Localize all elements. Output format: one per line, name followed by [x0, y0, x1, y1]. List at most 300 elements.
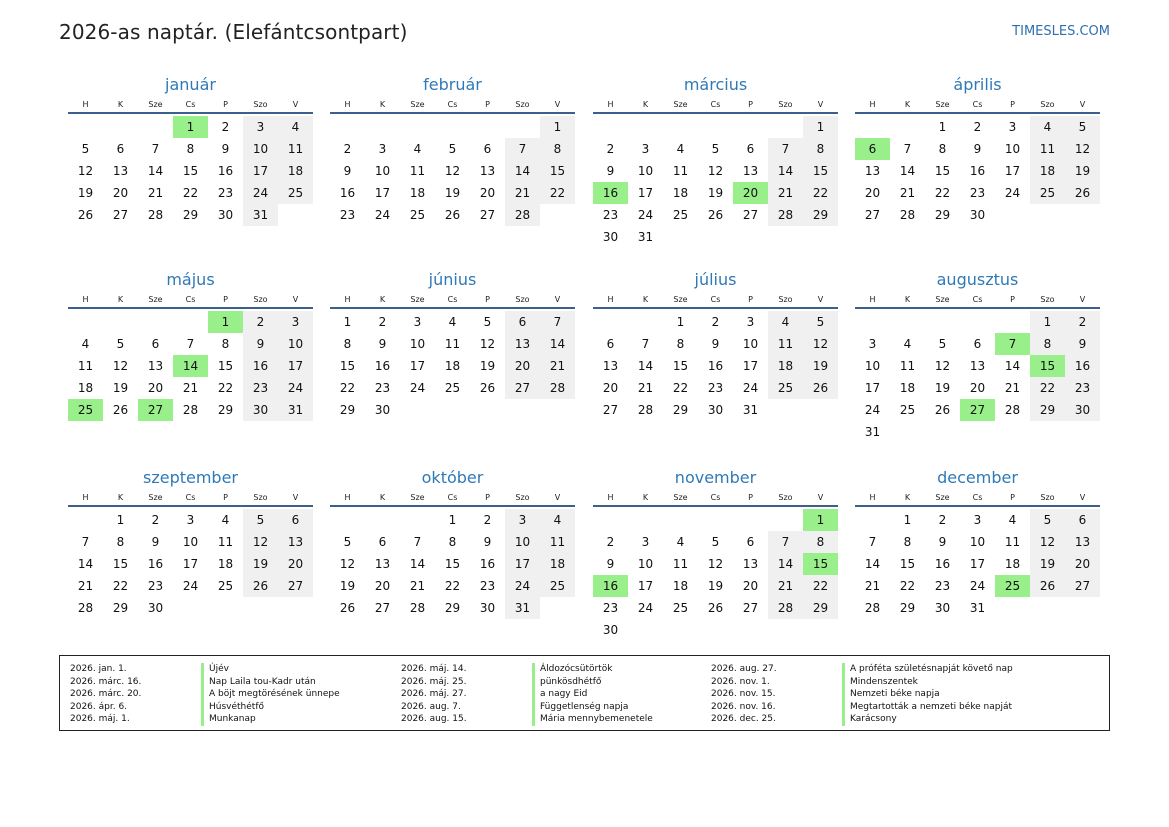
- empty-cell: [173, 311, 208, 333]
- day-cell: 26: [707, 601, 724, 615]
- day-cell: 17: [278, 355, 313, 377]
- weekday-header: [855, 493, 1100, 507]
- weekday-label: H: [82, 493, 89, 502]
- day-cell: 6: [378, 535, 387, 549]
- weekday-label: Sze: [148, 295, 163, 304]
- day-cell: 7: [413, 535, 422, 549]
- day-cell: 19: [1065, 160, 1100, 182]
- weekday-label: K: [379, 100, 386, 109]
- day-cell: 2: [151, 513, 160, 527]
- holiday-date: 2026. aug. 15.: [401, 714, 467, 724]
- day-cell: 31: [742, 403, 759, 417]
- day-cell: 4: [676, 142, 685, 156]
- day-cell: 8: [540, 138, 575, 160]
- month-name: március: [683, 75, 748, 94]
- empty-cell: [400, 509, 435, 531]
- day-cell: 10: [742, 337, 759, 351]
- day-cell: 6: [278, 509, 313, 531]
- day-cell: 18: [278, 160, 313, 182]
- day-cell: 12: [803, 333, 838, 355]
- month-3: [855, 75, 1100, 226]
- day-cell: 22: [672, 381, 689, 395]
- day-cell: 3: [186, 513, 195, 527]
- day-cell: 18: [672, 579, 689, 593]
- empty-cell: [768, 116, 803, 138]
- holiday-date: 2026. aug. 7.: [401, 701, 461, 712]
- day-grid: [593, 311, 838, 421]
- month-11: [855, 468, 1100, 619]
- day-cell: 24: [1004, 186, 1021, 200]
- holiday-date: 2026. máj. 25.: [401, 676, 467, 687]
- day-cell: 12: [243, 531, 278, 553]
- day-cell: 12: [707, 557, 724, 571]
- weekday-label: K: [904, 100, 911, 109]
- day-cell: 4: [448, 315, 457, 329]
- day-cell: 25: [672, 601, 689, 615]
- day-cell: 17: [505, 553, 540, 575]
- day-cell: 2: [378, 315, 387, 329]
- day-cell: 2: [243, 311, 278, 333]
- weekday-label: Szo: [778, 295, 793, 304]
- day-cell: 9: [606, 164, 615, 178]
- weekday-header: [68, 493, 313, 507]
- day-cell: 19: [243, 553, 278, 575]
- day-cell: 30: [602, 623, 619, 637]
- day-grid: [855, 509, 1100, 619]
- day-cell: 2: [343, 142, 352, 156]
- day-cell: 22: [182, 186, 199, 200]
- legend-row: [401, 713, 653, 726]
- day-cell: 5: [448, 142, 457, 156]
- day-cell: 20: [147, 381, 164, 395]
- day-cell: 23: [602, 208, 619, 222]
- day-cell: 30: [217, 208, 234, 222]
- day-cell: 9: [378, 337, 387, 351]
- day-cell: 7: [505, 138, 540, 160]
- weekday-label: H: [607, 493, 614, 502]
- weekday-label: Sze: [935, 295, 950, 304]
- day-cell: 17: [243, 160, 278, 182]
- day-cell: 14: [409, 557, 426, 571]
- day-cell: 4: [768, 311, 803, 333]
- day-cell: 18: [77, 381, 94, 395]
- weekday-label: K: [904, 493, 911, 502]
- day-cell: 10: [864, 359, 881, 373]
- day-cell: 2: [938, 513, 947, 527]
- day-cell: 9: [343, 164, 352, 178]
- day-cell: 26: [479, 381, 496, 395]
- day-cell: 4: [903, 337, 912, 351]
- holiday-name: A próféta születésnapját követő nap: [842, 663, 1013, 676]
- day-cell: 15: [444, 557, 461, 571]
- day-cell: 10: [409, 337, 426, 351]
- day-cell: 8: [903, 535, 912, 549]
- holiday-day-cell: 14: [173, 355, 208, 377]
- day-cell: 1: [448, 513, 457, 527]
- legend-row: [711, 701, 1013, 714]
- day-cell: 9: [151, 535, 160, 549]
- day-cell: 22: [934, 186, 951, 200]
- weekday-label: H: [869, 295, 876, 304]
- day-cell: 31: [864, 425, 881, 439]
- day-cell: 11: [444, 337, 461, 351]
- month-name: november: [674, 468, 757, 487]
- day-cell: 28: [77, 601, 94, 615]
- weekday-label: Sze: [935, 493, 950, 502]
- legend-row: [70, 688, 340, 701]
- day-cell: 18: [409, 186, 426, 200]
- day-cell: 1: [540, 116, 575, 138]
- weekday-label: H: [344, 493, 351, 502]
- month-name: január: [165, 75, 216, 94]
- day-cell: 6: [505, 311, 540, 333]
- weekday-label: Szo: [515, 493, 530, 502]
- day-cell: 19: [112, 381, 129, 395]
- day-cell: 23: [1065, 377, 1100, 399]
- day-cell: 20: [374, 579, 391, 593]
- day-cell: 17: [969, 557, 986, 571]
- day-cell: 19: [803, 355, 838, 377]
- day-cell: 22: [1030, 377, 1065, 399]
- weekday-label: Szo: [253, 493, 268, 502]
- day-cell: 7: [768, 138, 803, 160]
- day-cell: 8: [186, 142, 195, 156]
- empty-cell: [628, 116, 663, 138]
- month-5: [330, 270, 575, 421]
- empty-cell: [890, 116, 925, 138]
- day-cell: 22: [217, 381, 234, 395]
- day-cell: 21: [1004, 381, 1021, 395]
- day-cell: 28: [409, 601, 426, 615]
- day-cell: 8: [116, 535, 125, 549]
- weekday-label: H: [82, 295, 89, 304]
- day-cell: 14: [864, 557, 881, 571]
- day-cell: 31: [969, 601, 986, 615]
- day-cell: 25: [409, 208, 426, 222]
- holiday-name: Karácsony: [842, 713, 897, 726]
- day-cell: 25: [672, 208, 689, 222]
- day-cell: 26: [1030, 575, 1065, 597]
- day-cell: 15: [540, 160, 575, 182]
- legend-row: [70, 676, 340, 689]
- day-cell: 14: [768, 160, 803, 182]
- month-name: augusztus: [936, 270, 1019, 289]
- day-cell: 27: [112, 208, 129, 222]
- day-cell: 11: [899, 359, 916, 373]
- day-cell: 17: [742, 359, 759, 373]
- day-cell: 6: [1065, 509, 1100, 531]
- weekday-label: Sze: [673, 493, 688, 502]
- empty-cell: [995, 311, 1030, 333]
- weekday-label: P: [223, 295, 228, 304]
- holiday-name: Nemzeti béke napja: [842, 688, 940, 701]
- weekday-label: Sze: [410, 100, 425, 109]
- weekday-label: V: [1079, 295, 1086, 304]
- day-cell: 11: [77, 359, 94, 373]
- weekday-label: P: [223, 100, 228, 109]
- day-cell: 26: [243, 575, 278, 597]
- day-cell: 9: [938, 535, 947, 549]
- day-cell: 16: [217, 164, 234, 178]
- day-cell: 11: [1004, 535, 1021, 549]
- holiday-date: 2026. máj. 27.: [401, 689, 467, 699]
- day-cell: 13: [147, 359, 164, 373]
- weekday-label: K: [904, 295, 911, 304]
- weekday-label: Sze: [148, 493, 163, 502]
- holiday-date: 2026. márc. 16.: [70, 676, 142, 687]
- day-cell: 24: [409, 381, 426, 395]
- weekday-label: V: [292, 100, 299, 109]
- holiday-day-cell: 16: [593, 575, 628, 597]
- day-cell: 1: [116, 513, 125, 527]
- weekday-label: V: [292, 295, 299, 304]
- holiday-date: 2026. máj. 14.: [401, 664, 467, 674]
- month-name: június: [428, 270, 477, 289]
- weekday-label: P: [1010, 493, 1015, 502]
- weekday-label: P: [748, 295, 753, 304]
- day-cell: 11: [672, 164, 689, 178]
- day-cell: 30: [934, 601, 951, 615]
- holiday-name: a nagy Eid: [532, 688, 587, 701]
- weekday-label: H: [344, 100, 351, 109]
- empty-cell: [698, 509, 733, 531]
- weekday-label: H: [344, 295, 351, 304]
- day-cell: 21: [540, 355, 575, 377]
- day-cell: 15: [217, 359, 234, 373]
- day-cell: 2: [1065, 311, 1100, 333]
- weekday-label: P: [485, 493, 490, 502]
- day-cell: 22: [899, 579, 916, 593]
- weekday-label: V: [554, 295, 561, 304]
- day-cell: 28: [540, 377, 575, 399]
- weekday-label: Szo: [778, 493, 793, 502]
- weekday-label: Sze: [673, 100, 688, 109]
- day-cell: 30: [374, 403, 391, 417]
- day-cell: 30: [1065, 399, 1100, 421]
- day-cell: 25: [444, 381, 461, 395]
- day-cell: 24: [243, 182, 278, 204]
- day-cell: 20: [602, 381, 619, 395]
- day-cell: 8: [676, 337, 685, 351]
- day-cell: 16: [339, 186, 356, 200]
- day-cell: 18: [444, 359, 461, 373]
- day-cell: 3: [413, 315, 422, 329]
- day-cell: 16: [479, 557, 496, 571]
- holiday-day-cell: 16: [593, 182, 628, 204]
- day-cell: 25: [1030, 182, 1065, 204]
- day-cell: 24: [637, 601, 654, 615]
- weekday-label: Szo: [515, 295, 530, 304]
- day-cell: 17: [182, 557, 199, 571]
- day-cell: 23: [243, 377, 278, 399]
- day-cell: 5: [116, 337, 125, 351]
- day-cell: 26: [1065, 182, 1100, 204]
- day-cell: 10: [243, 138, 278, 160]
- day-cell: 3: [243, 116, 278, 138]
- day-cell: 3: [868, 337, 877, 351]
- day-cell: 4: [1008, 513, 1017, 527]
- day-cell: 21: [182, 381, 199, 395]
- weekday-label: V: [554, 493, 561, 502]
- day-cell: 31: [278, 399, 313, 421]
- day-cell: 19: [1030, 553, 1065, 575]
- day-cell: 28: [147, 208, 164, 222]
- day-cell: 12: [77, 164, 94, 178]
- day-cell: 2: [221, 120, 230, 134]
- day-cell: 15: [182, 164, 199, 178]
- day-cell: 21: [637, 381, 654, 395]
- day-cell: 29: [112, 601, 129, 615]
- holiday-day-cell: 6: [855, 138, 890, 160]
- day-cell: 8: [221, 337, 230, 351]
- holiday-date: 2026. ápr. 6.: [70, 701, 128, 712]
- month-1: [330, 75, 575, 226]
- day-cell: 17: [1004, 164, 1021, 178]
- empty-cell: [628, 509, 663, 531]
- day-cell: 19: [339, 579, 356, 593]
- day-cell: 28: [864, 601, 881, 615]
- day-cell: 27: [1065, 575, 1100, 597]
- holiday-day-cell: 25: [995, 575, 1030, 597]
- day-cell: 4: [278, 116, 313, 138]
- day-cell: 18: [217, 557, 234, 571]
- day-cell: 26: [77, 208, 94, 222]
- day-cell: 18: [540, 553, 575, 575]
- weekday-label: Cs: [185, 493, 196, 502]
- weekday-label: H: [607, 295, 614, 304]
- legend-row: [401, 688, 653, 701]
- weekday-label: P: [1010, 295, 1015, 304]
- weekday-label: Cs: [447, 295, 458, 304]
- day-cell: 24: [637, 208, 654, 222]
- empty-cell: [593, 509, 628, 531]
- day-cell: 26: [707, 208, 724, 222]
- empty-cell: [698, 116, 733, 138]
- day-cell: 2: [973, 120, 982, 134]
- legend-row: [711, 688, 1013, 701]
- weekday-label: P: [1010, 100, 1015, 109]
- holiday-day-cell: 15: [1030, 355, 1065, 377]
- day-cell: 24: [182, 579, 199, 593]
- day-cell: 19: [707, 579, 724, 593]
- day-cell: 21: [147, 186, 164, 200]
- holiday-date: 2026. nov. 16.: [711, 701, 776, 712]
- day-cell: 26: [339, 601, 356, 615]
- day-cell: 5: [243, 509, 278, 531]
- day-cell: 29: [672, 403, 689, 417]
- day-cell: 14: [1004, 359, 1021, 373]
- empty-cell: [103, 116, 138, 138]
- day-cell: 24: [505, 575, 540, 597]
- weekday-label: H: [869, 493, 876, 502]
- empty-cell: [593, 311, 628, 333]
- weekday-label: Cs: [710, 100, 721, 109]
- day-cell: 18: [899, 381, 916, 395]
- day-cell: 8: [1030, 333, 1065, 355]
- day-cell: 22: [112, 579, 129, 593]
- day-cell: 28: [182, 403, 199, 417]
- month-6: [593, 270, 838, 421]
- holiday-day-cell: 1: [173, 116, 208, 138]
- empty-cell: [855, 311, 890, 333]
- day-cell: 23: [934, 579, 951, 593]
- day-cell: 21: [77, 579, 94, 593]
- day-cell: 7: [186, 337, 195, 351]
- day-cell: 2: [483, 513, 492, 527]
- site-link[interactable]: TIMESLES.COM: [1012, 24, 1110, 39]
- day-cell: 18: [768, 355, 803, 377]
- day-cell: 13: [505, 333, 540, 355]
- day-cell: 16: [243, 355, 278, 377]
- day-cell: 13: [374, 557, 391, 571]
- day-cell: 23: [479, 579, 496, 593]
- weekday-header: [855, 295, 1100, 309]
- holiday-date: 2026. nov. 1.: [711, 676, 770, 687]
- weekday-label: Szo: [515, 100, 530, 109]
- holiday-name: Munkanap: [201, 713, 256, 726]
- month-name: május: [166, 270, 215, 289]
- day-cell: 28: [637, 403, 654, 417]
- holiday-name: pünkösdhétfő: [532, 676, 601, 689]
- day-cell: 5: [483, 315, 492, 329]
- day-cell: 23: [707, 381, 724, 395]
- day-cell: 13: [742, 164, 759, 178]
- day-cell: 10: [637, 164, 654, 178]
- day-cell: 20: [278, 553, 313, 575]
- holiday-day-cell: 27: [138, 399, 173, 421]
- empty-cell: [103, 311, 138, 333]
- day-cell: 13: [278, 531, 313, 553]
- holiday-day-cell: 20: [733, 182, 768, 204]
- day-cell: 2: [711, 315, 720, 329]
- weekday-label: V: [554, 100, 561, 109]
- day-cell: 17: [409, 359, 426, 373]
- empty-cell: [68, 509, 103, 531]
- day-cell: 31: [243, 204, 278, 226]
- day-cell: 23: [339, 208, 356, 222]
- day-cell: 28: [1004, 403, 1021, 417]
- day-cell: 20: [969, 381, 986, 395]
- weekday-label: Cs: [447, 100, 458, 109]
- empty-cell: [890, 311, 925, 333]
- day-cell: 9: [711, 337, 720, 351]
- weekday-header: [68, 295, 313, 309]
- day-cell: 23: [969, 186, 986, 200]
- day-cell: 22: [803, 575, 838, 597]
- day-grid: [68, 509, 313, 619]
- day-cell: 20: [505, 355, 540, 377]
- weekday-label: P: [485, 100, 490, 109]
- legend-row: [70, 663, 340, 676]
- legend-row: [711, 713, 1013, 726]
- day-cell: 5: [81, 142, 90, 156]
- day-cell: 5: [343, 535, 352, 549]
- day-cell: 20: [742, 579, 759, 593]
- day-cell: 4: [413, 142, 422, 156]
- day-cell: 26: [444, 208, 461, 222]
- page-title: 2026-as naptár. (Elefántcsontpart): [59, 20, 408, 44]
- empty-cell: [365, 509, 400, 531]
- day-cell: 19: [444, 186, 461, 200]
- day-cell: 3: [973, 513, 982, 527]
- holiday-name: Áldozócsütörtök: [532, 663, 612, 676]
- month-name: február: [423, 75, 482, 94]
- day-cell: 11: [217, 535, 234, 549]
- day-grid: [855, 311, 1100, 443]
- weekday-header: [68, 100, 313, 114]
- day-cell: 22: [444, 579, 461, 593]
- day-cell: 10: [637, 557, 654, 571]
